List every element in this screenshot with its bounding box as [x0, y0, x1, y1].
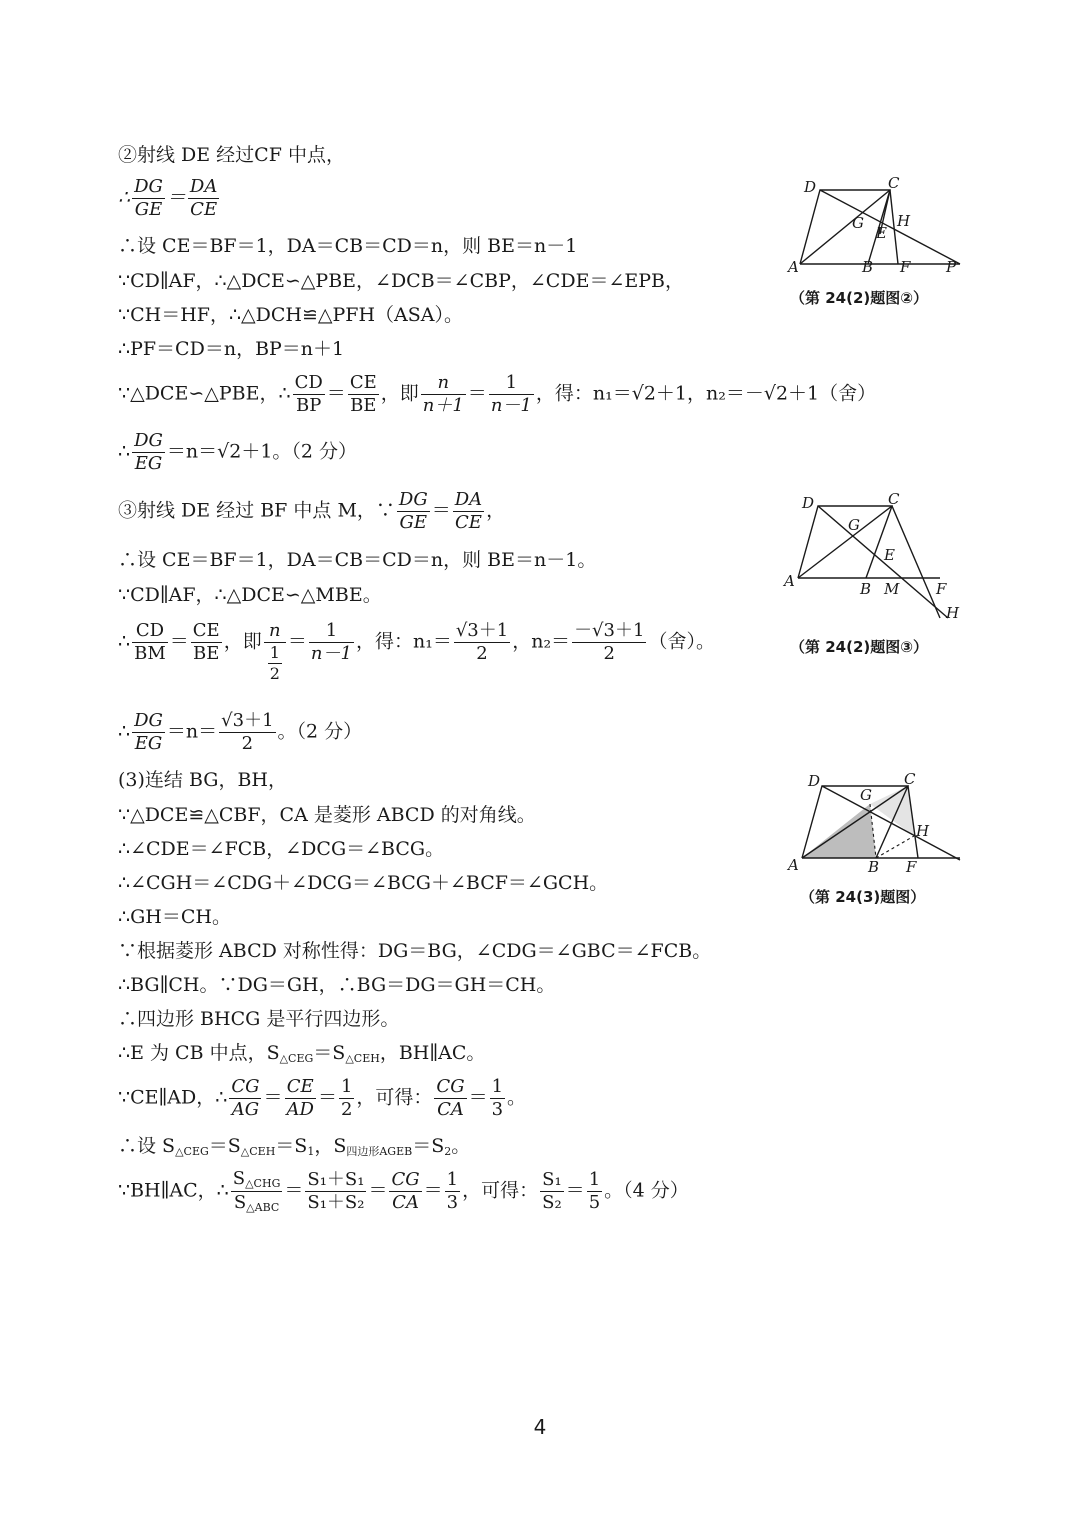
s2-line1: ②射线 DE 经过CF 中点，	[118, 144, 345, 166]
figure-24-3	[780, 770, 980, 880]
fraction	[285, 1078, 316, 1119]
therefore: ∴	[118, 186, 131, 209]
s3-line1: ③射线 DE 经过 BF 中点 M，∵ $\frac{DG}{GE}$ ＝ $\frac{DA}{CE}$ ，	[118, 489, 506, 533]
text: 。（4 分）	[604, 1179, 689, 1202]
s4-line9	[118, 1044, 485, 1064]
s4-line10: ∵CE∥AD，∴ $\frac{CG}{AG}$ ＝ $\frac{CE}{AD}$ ＝ $\frac{1}{2}$ ，可得： $\frac{CG}{CA}$ ＝ $\frac{1}{3}$ 。	[118, 1076, 527, 1120]
fraction	[188, 178, 219, 219]
light-triangle	[870, 786, 914, 836]
fraction	[305, 1171, 366, 1212]
text: 。	[507, 1086, 527, 1109]
label-G: G	[848, 516, 860, 534]
label-G: G	[852, 214, 864, 232]
num: n	[264, 622, 286, 643]
s2-line2: ∴ $\frac{DG}{GE}$ ＝ $\frac{DA}{CE}$	[118, 176, 218, 220]
label-M: M	[884, 580, 900, 598]
fraction	[397, 491, 430, 532]
num: DA	[454, 489, 483, 510]
fraction	[490, 1078, 505, 1119]
num: DG	[134, 430, 163, 451]
text: ∴设 S	[118, 1135, 176, 1157]
s2-line6: ∴PF＝CD＝n，BP＝n＋1	[118, 338, 345, 360]
therefore: ∴	[118, 720, 131, 743]
fraction	[132, 712, 165, 753]
s2-line4: ∵CD∥AF，∴△DCE∽△PBE，∠DCB＝∠CBP，∠CDE＝∠EPB，	[118, 270, 684, 292]
label-H: H	[897, 212, 911, 230]
num: CD	[294, 372, 323, 393]
fraction	[231, 1170, 283, 1213]
den: EG	[134, 733, 163, 754]
den: 2	[241, 733, 254, 754]
label-B: B	[862, 258, 874, 276]
text: ，可得：	[462, 1179, 539, 1202]
num: CG	[436, 1076, 465, 1097]
s4-line6: ∵根据菱形 ABCD 对称性得：DG＝BG，∠CDG＝∠GBC＝∠FCB。	[118, 940, 712, 962]
text: ，得：n₁＝	[355, 630, 452, 653]
num: CG	[391, 1169, 420, 1190]
den: S₁＋S₂	[307, 1192, 365, 1213]
label-H: H	[916, 822, 930, 840]
num: 1	[588, 1169, 601, 1190]
text: （舍）。	[648, 630, 715, 653]
fraction	[229, 1078, 261, 1119]
s4-line11	[118, 1137, 470, 1157]
num: －√3＋1	[574, 620, 645, 641]
label-E: E	[876, 224, 887, 242]
den: 2	[340, 1099, 353, 1120]
page-number: 4	[533, 1415, 547, 1439]
s2-line8	[118, 432, 357, 473]
fraction	[219, 712, 275, 753]
num: n	[421, 374, 466, 395]
num: CD	[132, 622, 168, 643]
num: CE	[192, 620, 220, 641]
label-C: C	[904, 770, 916, 788]
den: BE	[193, 643, 220, 664]
num: 1	[309, 622, 354, 643]
subscript: △CEG	[279, 1052, 314, 1065]
text: 。（2 分）	[277, 720, 363, 743]
num: CE	[285, 1078, 316, 1099]
den: S₂	[542, 1192, 562, 1213]
fraction	[434, 1078, 466, 1119]
den	[264, 643, 286, 682]
num: CG	[231, 1076, 260, 1097]
s4-line1: (3)连结 BG，BH，	[118, 769, 287, 791]
label-F: F	[936, 580, 947, 598]
fraction	[454, 622, 510, 663]
num: 1	[269, 643, 280, 662]
figure-1-caption: （第 24(2)题图②）	[790, 289, 928, 307]
figure-2-caption: （第 24(2)题图③）	[790, 638, 928, 656]
s3-line5	[118, 712, 362, 753]
label-C: C	[888, 490, 900, 508]
den: BP	[296, 395, 322, 416]
label-G: G	[860, 786, 872, 804]
text: ，即	[223, 630, 262, 653]
fraction	[339, 1078, 354, 1119]
den: 5	[588, 1192, 601, 1213]
text: ，S	[314, 1135, 347, 1157]
num: 1	[446, 1169, 459, 1190]
subscript: △CEG	[175, 1145, 209, 1158]
fraction	[264, 622, 286, 682]
den: CA	[437, 1099, 464, 1120]
label-A: A	[788, 856, 799, 874]
den: BE	[350, 395, 377, 416]
den: EG	[134, 453, 163, 474]
label-D: D	[804, 178, 817, 196]
text: ＝n＝	[166, 720, 218, 743]
num: 1	[340, 1076, 353, 1097]
fraction	[132, 432, 165, 473]
num: √3＋1	[221, 710, 274, 731]
text: ∵△DCE∽△PBE，∴	[118, 382, 291, 405]
den: n＋1	[422, 395, 464, 416]
text: ，即	[380, 382, 419, 405]
label-F: F	[900, 258, 911, 276]
fraction	[309, 622, 354, 663]
label-D: D	[802, 494, 815, 512]
label-B: B	[868, 858, 880, 876]
den	[231, 1192, 283, 1213]
num: DA	[189, 176, 218, 197]
num: CE	[349, 372, 377, 393]
fraction	[421, 374, 466, 415]
text: S	[232, 1168, 246, 1189]
den: AD	[286, 1099, 314, 1120]
label-P: P	[946, 258, 957, 276]
fraction	[540, 1171, 564, 1212]
subscript: △CEH	[240, 1145, 276, 1158]
num: S₁＋S₁	[307, 1169, 365, 1190]
text: ③射线 DE 经过 BF 中点 M，∵	[118, 499, 395, 522]
s3-line3: ∵CD∥AF，∴△DCE∽△MBE。	[118, 584, 382, 606]
num: DG	[398, 489, 428, 510]
s4-line3: ∴∠CDE＝∠FCB，∠DCG＝∠BCG。	[118, 838, 445, 860]
fraction	[191, 622, 222, 663]
subscript: 四边形AGEB	[346, 1145, 413, 1158]
subscript: 1	[307, 1145, 315, 1158]
den: BM	[134, 643, 166, 664]
label-F: F	[906, 858, 917, 876]
s2-line3: ∴设 CE＝BF＝1，DA＝CB＝CD＝n，则 BE＝n－1	[118, 235, 578, 257]
den: AG	[231, 1099, 260, 1120]
den: n－1	[310, 643, 352, 664]
fraction	[293, 374, 325, 415]
s4-line7: ∴BG∥CH。∵DG＝GH，∴BG＝DG＝GH＝CH。	[118, 974, 556, 996]
fraction	[132, 178, 165, 219]
den: 2	[269, 664, 280, 683]
text: ∴E 为 CB 中点，S	[118, 1042, 280, 1064]
den: CE	[190, 199, 218, 220]
label-D: D	[808, 772, 821, 790]
label-B: B	[860, 580, 872, 598]
s4-line8: ∴四边形 BHCG 是平行四边形。	[118, 1008, 400, 1030]
subscript: △CEH	[345, 1052, 380, 1065]
fraction	[132, 622, 168, 663]
num: DG	[134, 710, 163, 731]
num: DG	[134, 176, 163, 197]
fraction	[348, 374, 379, 415]
figure-24-2-3	[780, 490, 980, 625]
text: ＝S	[275, 1135, 308, 1157]
fraction	[572, 622, 646, 663]
den: 3	[446, 1192, 459, 1213]
text: ＝S	[313, 1042, 346, 1064]
s2-line5: ∵CH＝HF，∴△DCH≌△PFH（ASA）。	[118, 304, 464, 326]
den: CE	[454, 512, 482, 533]
text: 。	[451, 1135, 471, 1157]
text: ＝n＝√2＋1。（2 分）	[166, 440, 358, 463]
subscript: △CHG	[245, 1177, 281, 1190]
s4-line4: ∴∠CGH＝∠CDG＋∠DCG＝∠BCG＋∠BCF＝∠GCH。	[118, 872, 609, 894]
num: 1	[489, 374, 534, 395]
s2-line7: ∵△DCE∽△PBE，∴ $\frac{CD}{BP}$ ＝ $\frac{CE}{BE}$ ，即 $\frac{n}{n+1}$ ＝ $\frac{1}{n-1}$ ，得：n₁＝√2＋1，n₂＝－√2＋1（舍）	[118, 372, 877, 416]
den: GE	[399, 512, 428, 533]
s4-line2: ∵△DCE≌△CBF，CA 是菱形 ABCD 的对角线。	[118, 804, 536, 826]
text: ＝S	[208, 1135, 241, 1157]
text: S	[233, 1192, 247, 1213]
fraction	[268, 645, 282, 682]
fraction	[587, 1171, 602, 1212]
figure-3-caption: （第 24(3)题图）	[800, 888, 926, 906]
num	[231, 1170, 283, 1192]
label-C: C	[888, 174, 900, 192]
fraction	[445, 1171, 460, 1212]
therefore: ∴	[118, 440, 131, 463]
text: ，BH∥AC。	[379, 1042, 486, 1064]
fraction	[453, 491, 484, 532]
figure-24-2-2	[780, 172, 980, 282]
den: 2	[476, 643, 488, 664]
subscript: 2	[444, 1145, 452, 1158]
s3-line4: ∴ $\frac{CD}{BM}$ ＝ $\frac{CE}{BE}$ ，即 $\frac{n}{\frac{1}{2}}$ ＝ $\frac{1}{n-1}$ ，得：n₁＝ $\frac{√3+1}{2}$ ，n₂＝ $\frac{-√3+1}{2}$ （舍）。	[118, 620, 715, 683]
text: ∵CE∥AD，∴	[118, 1086, 228, 1109]
text: ，得：n₁＝√2＋1，n₂＝－√2＋1（舍）	[535, 382, 877, 405]
text: ，n₂＝	[512, 630, 571, 653]
text: ，可得：	[356, 1086, 433, 1109]
num: 1	[491, 1076, 504, 1097]
s3-line2: ∴设 CE＝BF＝1，DA＝CB＝CD＝n，则 BE＝n－1。	[118, 549, 597, 571]
den: 3	[491, 1099, 504, 1120]
label-H: H	[946, 604, 960, 622]
text: ，	[486, 499, 506, 522]
therefore: ∴	[118, 630, 131, 653]
den: GE	[134, 199, 163, 220]
den: n－1	[490, 395, 532, 416]
s4-line12: ∵BH∥AC，∴ $\frac{S_{\triangle CHG}}{S_{\triangle ABC}}$ ＝ $\frac{\text{S₁＋S₁}}{\text{S₁＋S₂}}$ ＝ $\frac{CG}{CA}$ ＝ $\frac{1}{3}$ ，可得： $\frac{\text{S₁}}{\text{S₂}}$ ＝ $\frac{1}{5}$ 。（4 分）	[118, 1168, 689, 1214]
num: √3＋1	[455, 620, 509, 641]
num: S₁	[542, 1169, 562, 1190]
den: CA	[392, 1192, 419, 1213]
label-E: E	[884, 546, 895, 564]
den: 2	[603, 643, 615, 664]
label-A: A	[788, 258, 799, 276]
s4-line5: ∴GH＝CH。	[118, 906, 231, 928]
text: ∵BH∥AC，∴	[118, 1179, 229, 1202]
text: ＝S	[412, 1135, 445, 1157]
label-A: A	[784, 572, 795, 590]
fraction	[489, 374, 534, 415]
fraction	[389, 1171, 421, 1212]
subscript: △ABC	[246, 1201, 280, 1214]
